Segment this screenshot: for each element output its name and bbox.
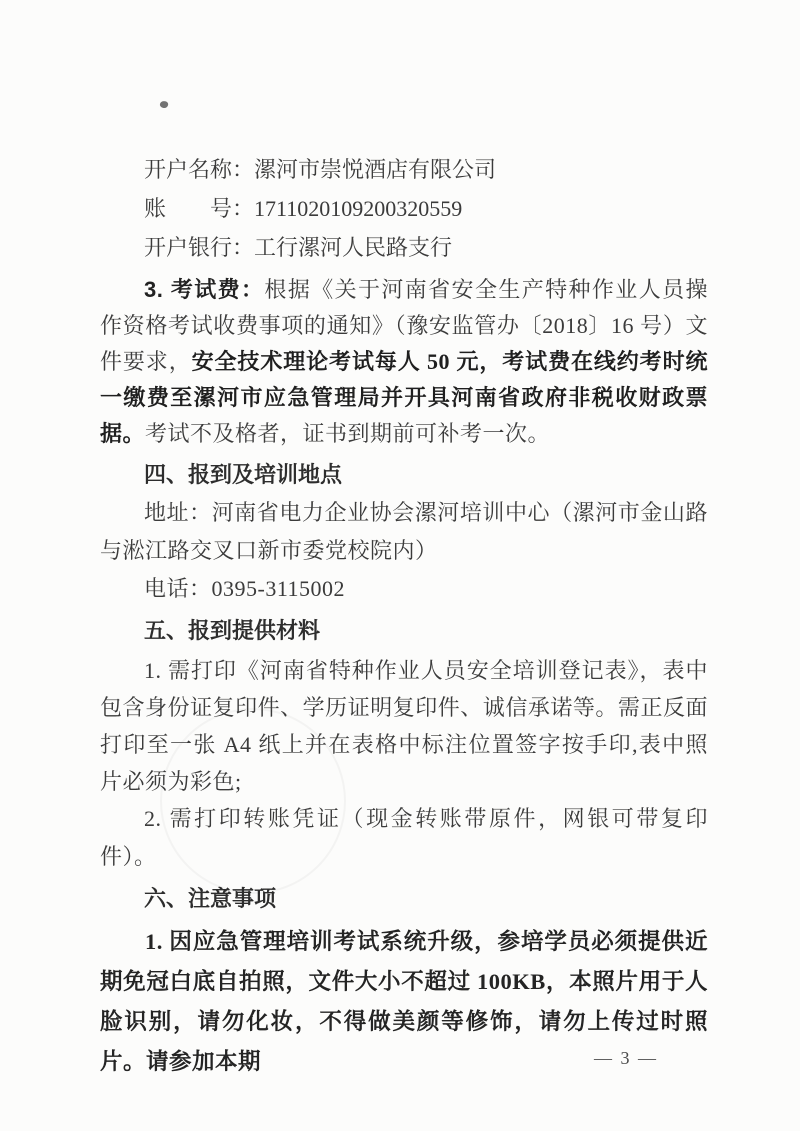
bank-name-line — [100, 228, 708, 267]
exam-fee-lead: 3. 考试费： — [144, 277, 265, 302]
exam-fee-bold-text: 安全技术理论考试每人 50 元，考试费在线约考时统一缴费至漯河市应急管理局并开具河南省政府非税收财政票据。 — [100, 349, 708, 446]
exam-fee-text-2: 考试不及格者，证书到期前可补考一次。 — [145, 421, 551, 446]
section6-heading: 六、注意事项 — [144, 886, 277, 911]
address-paragraph — [100, 494, 708, 570]
phone-label: 电话： — [144, 576, 212, 601]
bank-name-label: 开户银行： — [144, 235, 255, 260]
phone-paragraph — [100, 570, 708, 608]
account-name-label: 开户名称： — [144, 157, 255, 182]
page-number: — 3 — — [594, 1048, 658, 1068]
address-label: 地址： — [144, 500, 212, 525]
phone-value: 0395-3115002 — [211, 576, 346, 601]
bank-account-number-line — [100, 189, 708, 228]
document-body — [100, 150, 708, 1082]
exam-fee-paragraph — [100, 272, 708, 452]
address-value: 河南省电力企业协会漯河培训中心（漯河市金山路与淞江路交叉口新市委党校院内） — [100, 500, 708, 563]
materials-item-1: 1. 需打印《河南省特种作业人员安全培训登记表》，表中包含身份证复印件、学历证明复印件、诚信承诺等。需正反面打印至一张 A4 纸上并在表格中标注位置签字按手印,表中照片必须为彩色; — [100, 658, 708, 794]
bank-account-name-line — [100, 150, 708, 189]
account-number-label: 账 号： — [144, 196, 255, 221]
account-number-value: 1711020109200320559 — [254, 196, 463, 221]
ink-speck-artifact — [159, 100, 169, 109]
materials-item-2: 2. 需打印转账凭证（现金转账带原件，网银可带复印件）。 — [100, 806, 708, 869]
notes-item-1: 1. 因应急管理培训考试系统升级，参培学员必须提供近期免冠白底自拍照，文件大小不超过 100KB，本照片用于人脸识别，请勿化妆，不得做美颜等修饰，请勿上传过时照片。请参加本期 — [100, 929, 708, 1074]
section4-heading: 四、报到及培训地点 — [144, 462, 343, 487]
exam-fee-text-1: 根据《关于河南省安全生产特种作业人员操作资格考试收费事项的通知》（豫安监管办〔2018〕16 号）文件要求， — [100, 277, 708, 374]
bank-name-value: 工行漯河人民路支行 — [254, 235, 453, 260]
account-name-value: 漯河市崇悦酒店有限公司 — [254, 157, 497, 182]
section5-heading: 五、报到提供材料 — [144, 618, 321, 643]
